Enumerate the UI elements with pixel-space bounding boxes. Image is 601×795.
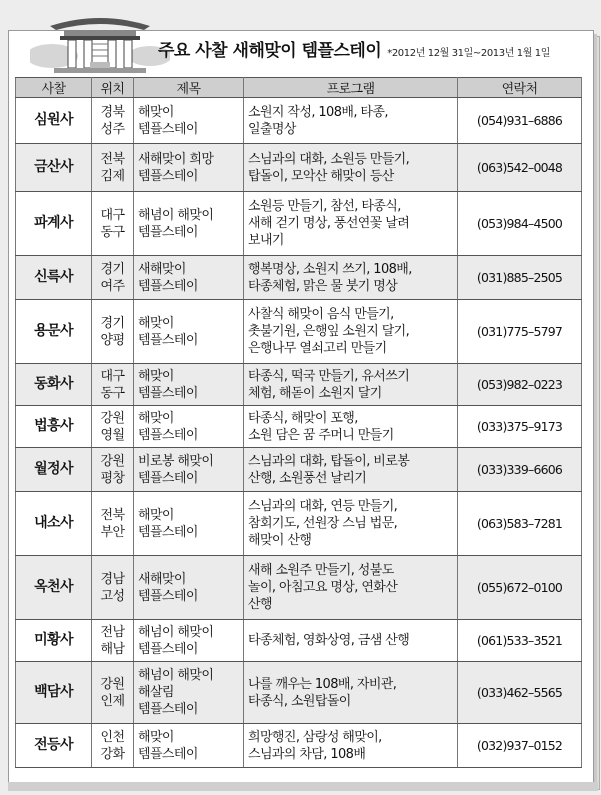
table-row [16, 724, 582, 768]
table-row [16, 492, 582, 556]
location-cell [92, 300, 134, 364]
title-line: 템플스테이 [138, 524, 198, 540]
program-line: 놀이, 아침고요 명상, 연화산 [248, 580, 398, 595]
phone-cell: (033)339–6606 [458, 448, 582, 492]
program-line: 탑돌이, 모악산 해맞이 등산 [248, 168, 394, 184]
bottom-shade [8, 782, 598, 791]
location-line: 부안 [100, 524, 125, 540]
location-cell [92, 98, 134, 144]
title-cell [134, 192, 244, 256]
program-line: 해맞이 산행 [248, 533, 312, 548]
column-header-contact: 연락처 [458, 78, 582, 98]
location-line: 전북 [100, 507, 125, 523]
table-row [16, 300, 582, 364]
location-cell [92, 724, 134, 768]
program-cell [244, 556, 458, 620]
phone-cell: (053)982–0223 [458, 364, 582, 406]
program-line: 촛불기원, 은행잎 소원지 달기, [248, 324, 410, 339]
program-line: 새해 소원주 만들기, 성불도 [248, 563, 394, 578]
program-line: 체험, 해돋이 소원지 달기 [248, 385, 382, 401]
location-line: 전남 [100, 624, 125, 640]
temple-name-cell: 백담사 [16, 662, 92, 724]
phone-cell: (063)542–0048 [458, 144, 582, 192]
table-body [16, 98, 582, 768]
temple-name-cell: 동화사 [16, 364, 92, 406]
phone-cell: (031)775–5797 [458, 300, 582, 364]
table-row [16, 556, 582, 620]
title-line: 해맞이 [138, 507, 174, 523]
location-line: 성주 [100, 121, 125, 137]
title-line: 템플스테이 [138, 224, 198, 240]
title-line: 템플스테이 [138, 121, 198, 137]
location-line: 평창 [100, 470, 125, 486]
program-cell [244, 448, 458, 492]
temple-name-cell: 미황사 [16, 620, 92, 662]
temple-name-cell: 전등사 [16, 724, 92, 768]
column-header-title: 제목 [134, 78, 244, 98]
title-cell [134, 724, 244, 768]
program-line: 소원지 작성, 108배, 타종, [248, 104, 388, 120]
phone-cell: (061)533–3521 [458, 620, 582, 662]
title-line: 해넘이 해맞이 [138, 624, 214, 640]
program-line: 스님과의 대화, 연등 만들기, [248, 499, 398, 514]
temple-stay-table [15, 77, 582, 768]
location-line: 동구 [100, 385, 125, 401]
program-line: 일출명상 [248, 121, 296, 137]
location-line: 경기 [100, 315, 125, 331]
location-line: 강원 [100, 410, 125, 426]
location-line: 경기 [100, 261, 125, 277]
title-line: 비로봉 해맞이 [138, 453, 214, 469]
location-line: 인제 [100, 693, 125, 709]
column-header-location: 위치 [92, 78, 134, 98]
temple-name-cell: 금산사 [16, 144, 92, 192]
temple-gate-icon [30, 4, 170, 74]
location-line: 대구 [100, 207, 125, 223]
program-line: 산행 [248, 597, 272, 612]
title-line: 해맞이 [138, 729, 174, 745]
temple-name-cell: 용문사 [16, 300, 92, 364]
title-line: 템플스테이 [138, 427, 198, 443]
temple-name-cell: 월정사 [16, 448, 92, 492]
program-line: 나를 깨우는 108배, 자비관, [248, 676, 397, 692]
page-title: 주요 사찰 새해맞이 템플스테이 [158, 41, 382, 61]
temple-name-cell: 내소사 [16, 492, 92, 556]
title-line: 템플스테이 [138, 641, 198, 657]
table-row [16, 192, 582, 256]
temple-name-cell: 옥천사 [16, 556, 92, 620]
program-line: 타종식, 떡국 만들기, 유서쓰기 [248, 368, 410, 384]
location-line: 김제 [100, 168, 125, 184]
phone-cell: (031)885–2505 [458, 256, 582, 300]
title-cell [134, 300, 244, 364]
title-line: 템플스테이 [138, 702, 198, 717]
column-header-program: 프로그램 [244, 78, 458, 98]
title-cell [134, 492, 244, 556]
location-line: 고성 [100, 588, 125, 604]
location-line: 경남 [100, 571, 125, 587]
table-row [16, 406, 582, 448]
program-line: 은행나무 열쇠고리 만들기 [248, 341, 387, 356]
program-line: 참회기도, 선원장 스님 법문, [248, 516, 398, 531]
location-line: 해남 [100, 641, 125, 657]
temple-name-cell: 신륵사 [16, 256, 92, 300]
title-line: 템플스테이 [138, 746, 198, 762]
title-line: 템플스테이 [138, 588, 198, 604]
table-row [16, 448, 582, 492]
title-cell [134, 256, 244, 300]
title-line: 새해맞이 희망 [138, 151, 214, 167]
title-line: 해살림 [138, 685, 174, 700]
program-cell [244, 662, 458, 724]
table-header-row [16, 78, 582, 98]
title-line: 새해맞이 [138, 571, 186, 587]
location-cell [92, 406, 134, 448]
program-cell [244, 256, 458, 300]
program-line: 희망행진, 삼랑성 해맞이, [248, 729, 382, 745]
location-cell [92, 256, 134, 300]
title-cell [134, 620, 244, 662]
title-line: 템플스테이 [138, 332, 198, 348]
title-line: 템플스테이 [138, 470, 198, 486]
title-line: 해맞이 [138, 104, 174, 120]
title-line: 새해맞이 [138, 261, 186, 277]
phone-cell: (055)672–0100 [458, 556, 582, 620]
table-row [16, 620, 582, 662]
program-line: 새해 걷기 명상, 풍선연꽃 날려 [248, 216, 410, 231]
program-cell [244, 724, 458, 768]
location-line: 강원 [100, 676, 125, 692]
title-line: 해맞이 [138, 410, 174, 426]
title-area [158, 36, 598, 64]
program-line: 소원 담은 꿈 주머니 만들기 [248, 427, 394, 443]
title-line: 템플스테이 [138, 278, 198, 294]
location-cell [92, 492, 134, 556]
location-line: 여주 [100, 278, 125, 294]
table-row [16, 98, 582, 144]
temple-name-cell: 심원사 [16, 98, 92, 144]
program-line: 타종식, 소원탑돌이 [248, 693, 351, 709]
table-row [16, 256, 582, 300]
program-cell [244, 144, 458, 192]
title-cell [134, 144, 244, 192]
program-line: 타종체험, 영화상영, 금샘 산행 [248, 633, 410, 648]
table-row [16, 364, 582, 406]
temple-name-cell: 파계사 [16, 192, 92, 256]
table-row [16, 662, 582, 724]
title-line: 해맞이 [138, 368, 174, 384]
program-cell [244, 620, 458, 662]
title-line: 해넘이 해맞이 [138, 668, 214, 683]
program-line: 타종식, 해맞이 포행, [248, 410, 358, 426]
title-cell [134, 406, 244, 448]
location-cell [92, 620, 134, 662]
title-line: 템플스테이 [138, 385, 198, 401]
location-cell [92, 448, 134, 492]
location-cell [92, 364, 134, 406]
program-line: 타종체험, 맑은 물 붓기 명상 [248, 278, 398, 294]
title-cell [134, 364, 244, 406]
header [8, 0, 592, 74]
program-cell [244, 406, 458, 448]
location-line: 강원 [100, 453, 125, 469]
program-cell [244, 300, 458, 364]
phone-cell: (032)937–0152 [458, 724, 582, 768]
title-line: 해념이 해맞이 [138, 207, 214, 223]
table-row [16, 144, 582, 192]
program-cell [244, 98, 458, 144]
program-line: 스님과의 대화, 소원등 만들기, [248, 151, 410, 167]
title-cell [134, 448, 244, 492]
phone-cell: (033)375–9173 [458, 406, 582, 448]
title-cell [134, 556, 244, 620]
title-cell [134, 98, 244, 144]
location-line: 강화 [100, 746, 125, 762]
phone-cell: (063)583–7281 [458, 492, 582, 556]
location-cell [92, 556, 134, 620]
date-note: *2012년 12월 31일~2013년 1월 1일 [387, 48, 550, 59]
program-cell [244, 364, 458, 406]
program-cell [244, 492, 458, 556]
location-line: 전북 [100, 151, 125, 167]
phone-cell: (054)931–6886 [458, 98, 582, 144]
title-line: 해맞이 [138, 315, 174, 331]
location-line: 경북 [100, 104, 125, 120]
program-line: 스님과의 차담, 108배 [248, 746, 366, 762]
program-line: 행복명상, 소원지 쓰기, 108배, [248, 261, 412, 277]
column-header-temple: 사찰 [16, 78, 92, 98]
phone-cell: (053)984–4500 [458, 192, 582, 256]
program-line: 사찰식 해맞이 음식 만들기, [248, 307, 394, 322]
temple-name-cell: 법흥사 [16, 406, 92, 448]
title-line: 템플스테이 [138, 168, 198, 184]
location-cell [92, 192, 134, 256]
location-line: 대구 [100, 368, 125, 384]
program-line: 소원등 만들기, 참선, 타종식, [248, 199, 401, 214]
program-cell [244, 192, 458, 256]
program-line: 스님과의 대화, 탑돌이, 비로봉 [248, 453, 410, 469]
location-line: 인천 [100, 729, 125, 745]
location-line: 영월 [100, 427, 125, 443]
title-cell [134, 662, 244, 724]
program-line: 산행, 소원풍선 날리기 [248, 470, 367, 486]
location-cell [92, 662, 134, 724]
location-cell [92, 144, 134, 192]
program-line: 보내기 [248, 233, 284, 248]
location-line: 양평 [100, 332, 125, 348]
location-line: 동구 [100, 224, 125, 240]
phone-cell: (033)462–5565 [458, 662, 582, 724]
